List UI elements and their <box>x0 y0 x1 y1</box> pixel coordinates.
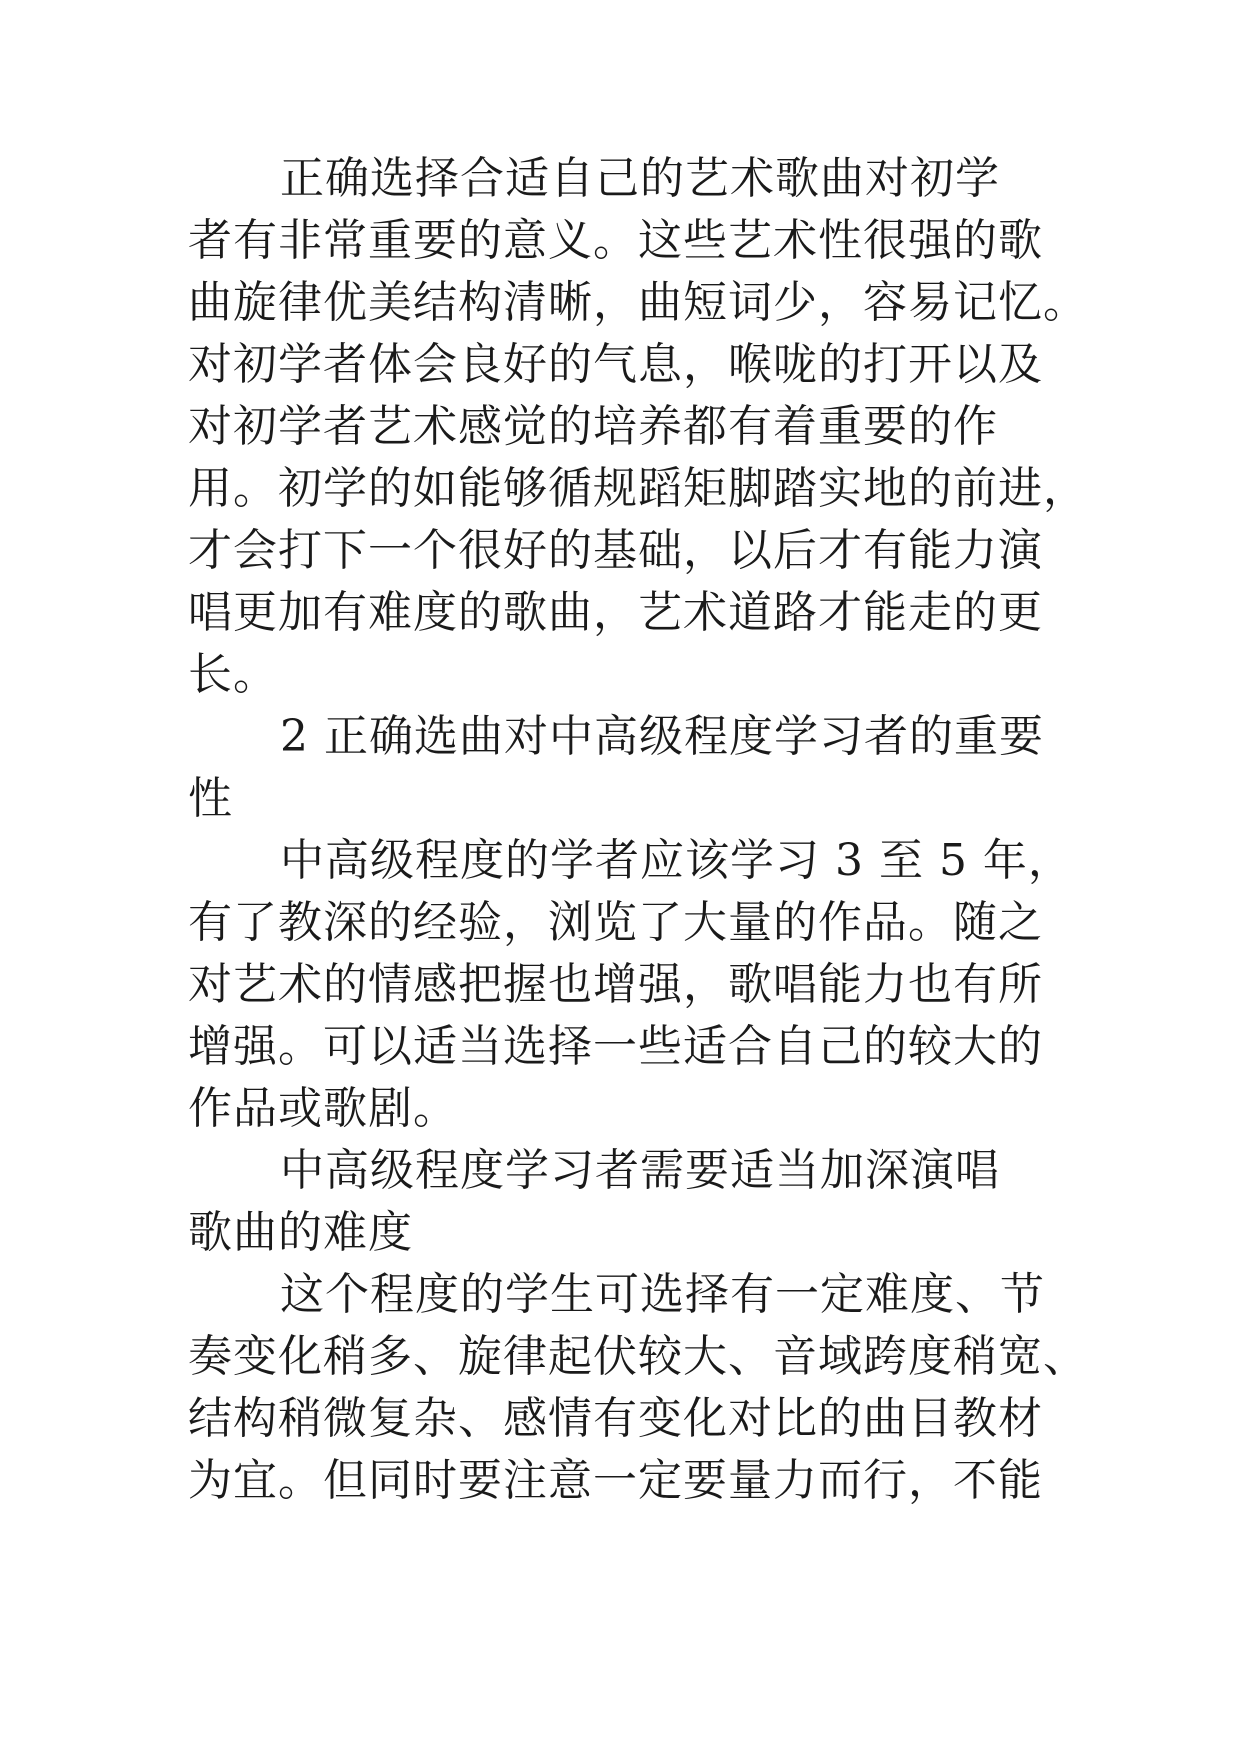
paragraph-1-line-4: 对初学者体会良好的气息，喉咙的打开以及 <box>188 339 1043 390</box>
section-heading-line-2: 性 <box>188 773 233 824</box>
subheading-line-1: 中高级程度学习者需要适当加深演唱 <box>280 1145 1000 1196</box>
subheading-line-2: 歌曲的难度 <box>188 1207 413 1258</box>
paragraph-2-line-1: 中高级程度的学者应该学习 3 至 5 年， <box>280 835 1073 886</box>
paragraph-3-line-3: 结构稍微复杂、感情有变化对比的曲目教材 <box>188 1393 1043 1444</box>
paragraph-2-line-3: 对艺术的情感把握也增强，歌唱能力也有所 <box>188 959 1043 1010</box>
paragraph-1-line-8: 唱更加有难度的歌曲，艺术道路才能走的更 <box>188 587 1043 638</box>
paragraph-1-line-2: 者有非常重要的意义。这些艺术性很强的歌 <box>188 215 1043 266</box>
section-heading-line-1: 2 正确选曲对中高级程度学习者的重要 <box>280 711 1044 762</box>
paragraph-2-line-4: 增强。可以适当选择一些适合自己的较大的 <box>188 1021 1043 1072</box>
paragraph-1-line-5: 对初学者艺术感觉的培养都有着重要的作 <box>188 401 998 452</box>
paragraph-2-line-5: 作品或歌剧。 <box>188 1083 458 1134</box>
document-page <box>188 148 1088 1512</box>
paragraph-3-line-1: 这个程度的学生可选择有一定难度、节 <box>280 1269 1045 1320</box>
paragraph-1-line-9: 长。 <box>188 649 278 700</box>
paragraph-1-line-3: 曲旋律优美结构清晰，曲短词少，容易记忆。 <box>188 277 1088 328</box>
paragraph-3-line-4: 为宜。但同时要注意一定要量力而行，不能 <box>188 1455 1043 1506</box>
paragraph-3-line-2: 奏变化稍多、旋律起伏较大、音域跨度稍宽、 <box>188 1331 1088 1382</box>
paragraph-1-line-7: 才会打下一个很好的基础，以后才有能力演 <box>188 525 1043 576</box>
paragraph-1-line-1: 正确选择合适自己的艺术歌曲对初学 <box>280 153 1000 204</box>
paragraph-2-line-2: 有了教深的经验，浏览了大量的作品。随之 <box>188 897 1043 948</box>
paragraph-1-line-6: 用。初学的如能够循规蹈矩脚踏实地的前进， <box>188 463 1088 514</box>
